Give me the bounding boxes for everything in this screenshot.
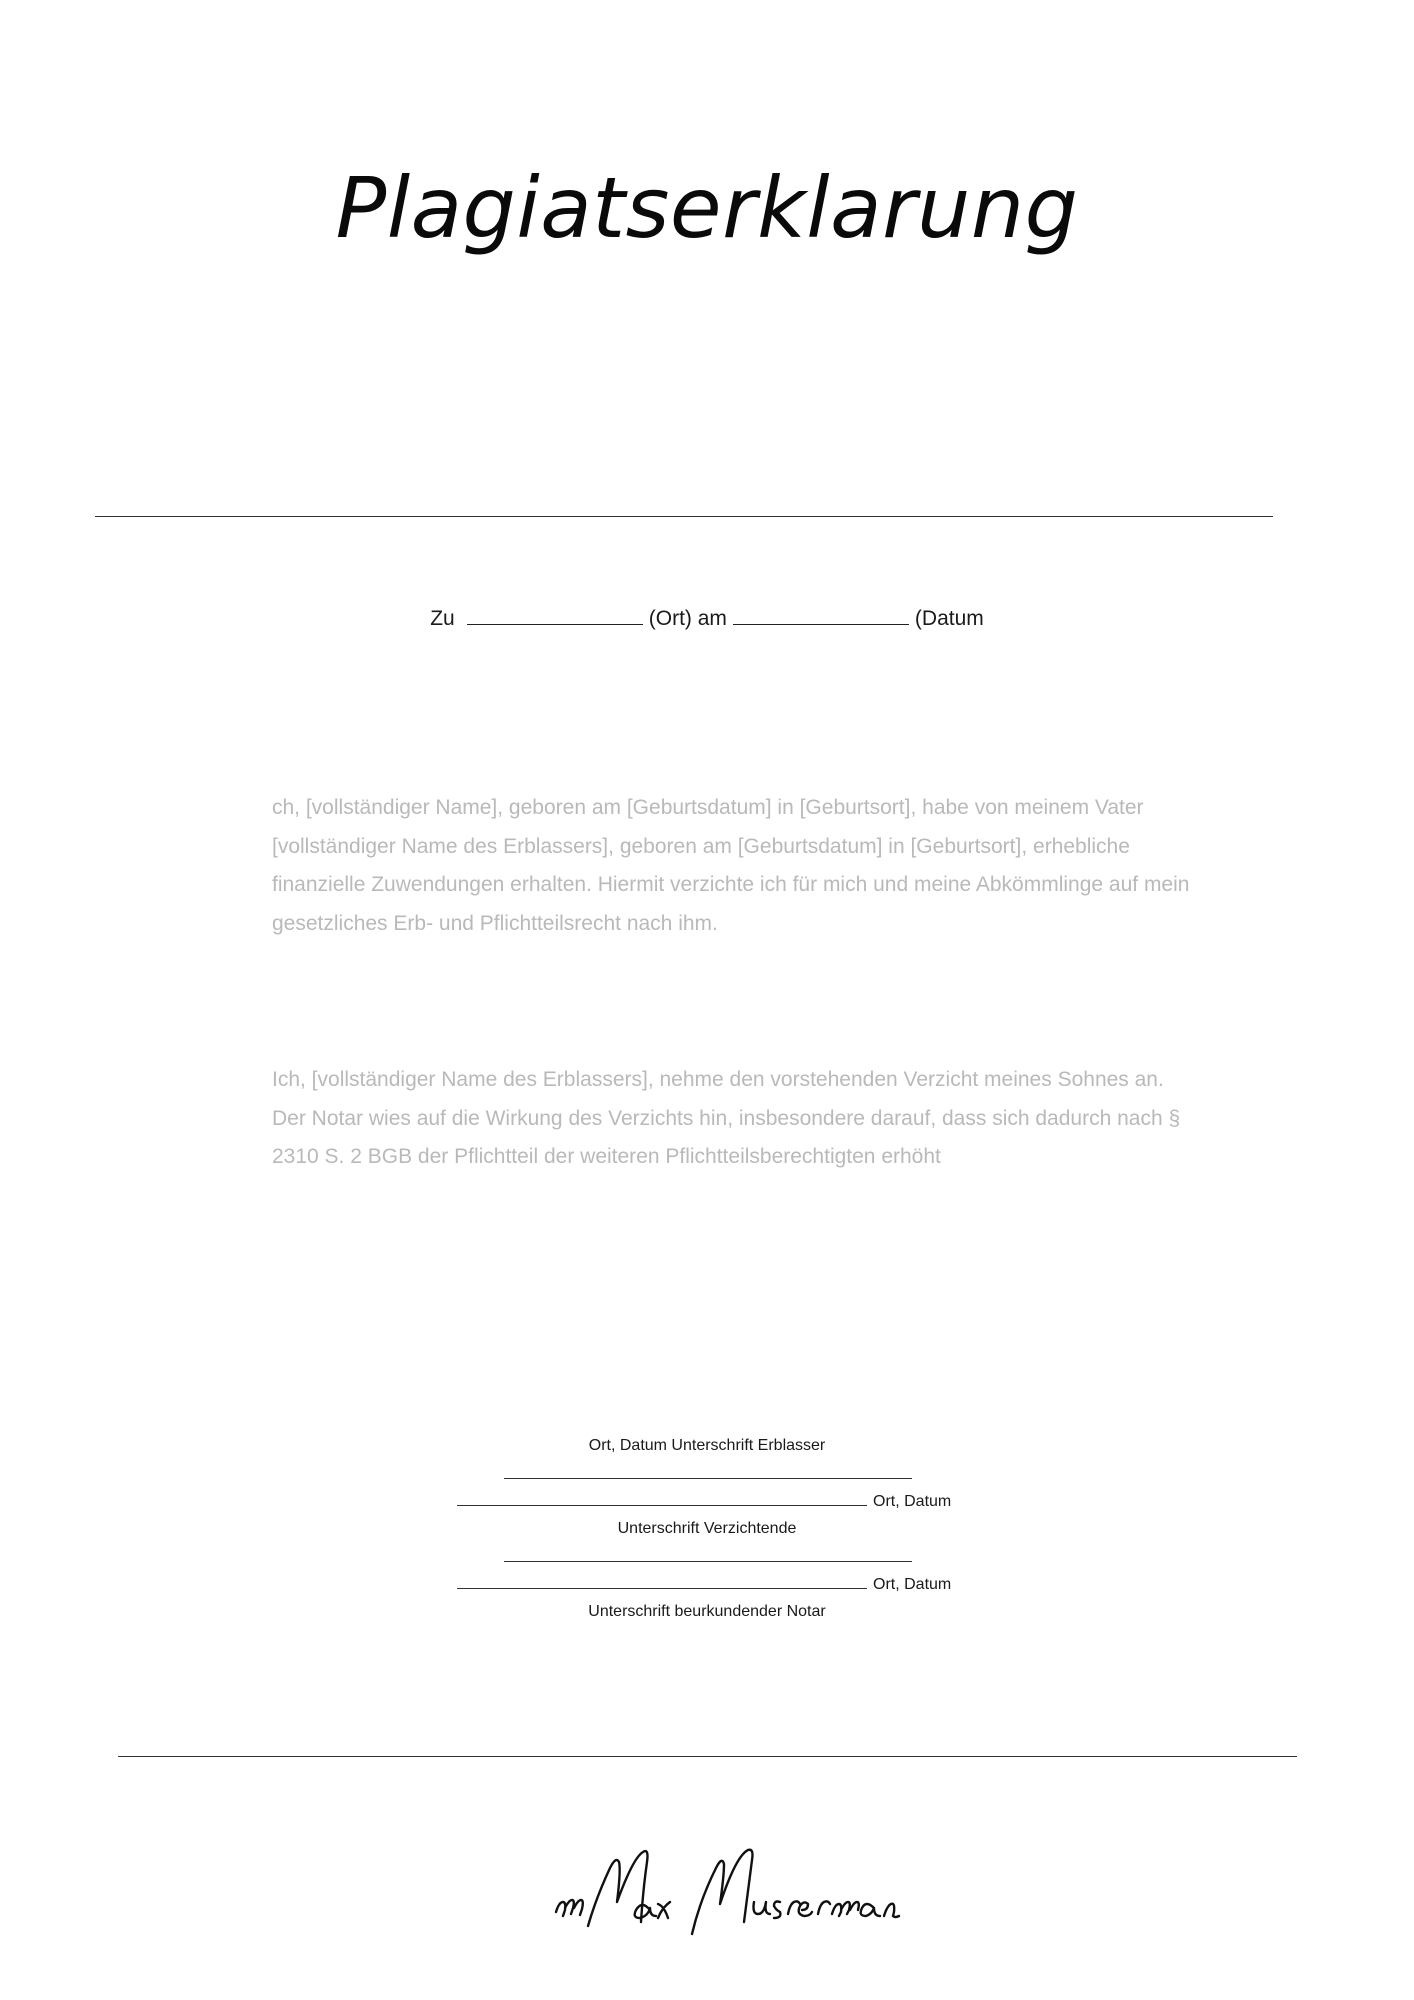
date-blank — [733, 604, 909, 625]
document-title: Plagiatserklarung — [335, 159, 1079, 257]
signature-line — [504, 1478, 912, 1479]
acceptance-paragraph: Ich, [vollständiger Name des Erblassers], nehme den vorstehenden Verzicht meines Sohnes an. Der Notar wies auf die Wirkung des Verzichts hin, insbesondere darauf, dass sich dadurch nach § 2310 S. 2 BGB der Pflichtteil der weiteren Pflichtteilsberechtigten erhöht — [272, 1068, 1181, 1169]
signature-row-suffix: Ort, Datum — [873, 1576, 952, 1593]
signature-label-erblasser: Ort, Datum Unterschrift Erblasser — [588, 1437, 826, 1454]
signature-line — [504, 1561, 912, 1562]
signature-line — [457, 1490, 867, 1506]
place-prefix: Zu — [430, 607, 455, 630]
handwritten-signature — [540, 1830, 920, 1940]
place-date-line — [0, 604, 1414, 634]
signature-row — [457, 1573, 951, 1596]
place-label: (Ort) am — [648, 607, 727, 630]
top-divider — [95, 516, 1273, 517]
signature-label-notar: Unterschrift beurkundender Notar — [588, 1603, 826, 1620]
place-blank — [467, 604, 643, 625]
signature-row — [457, 1490, 951, 1513]
bottom-divider — [118, 1756, 1297, 1757]
signature-label-verzichtende: Unterschrift Verzichtende — [617, 1520, 797, 1537]
date-label: (Datum — [914, 607, 984, 630]
signature-line — [457, 1573, 867, 1589]
signature-row-suffix: Ort, Datum — [873, 1493, 952, 1510]
declaration-paragraph: ch, [vollständiger Name], geboren am [Geburtsdatum] in [Geburtsort], habe von meinem Vater [vollständiger Name des Erblassers], geboren am [Geburtsdatum] in [Geburtsort], erhebliche finanzielle Zuwendungen erhalten. Hiermit verzichte ich für mich und meine Abkömmlinge auf mein gesetzliches Erb- und Pflichtteilsrecht nach ihm. — [272, 796, 1190, 935]
